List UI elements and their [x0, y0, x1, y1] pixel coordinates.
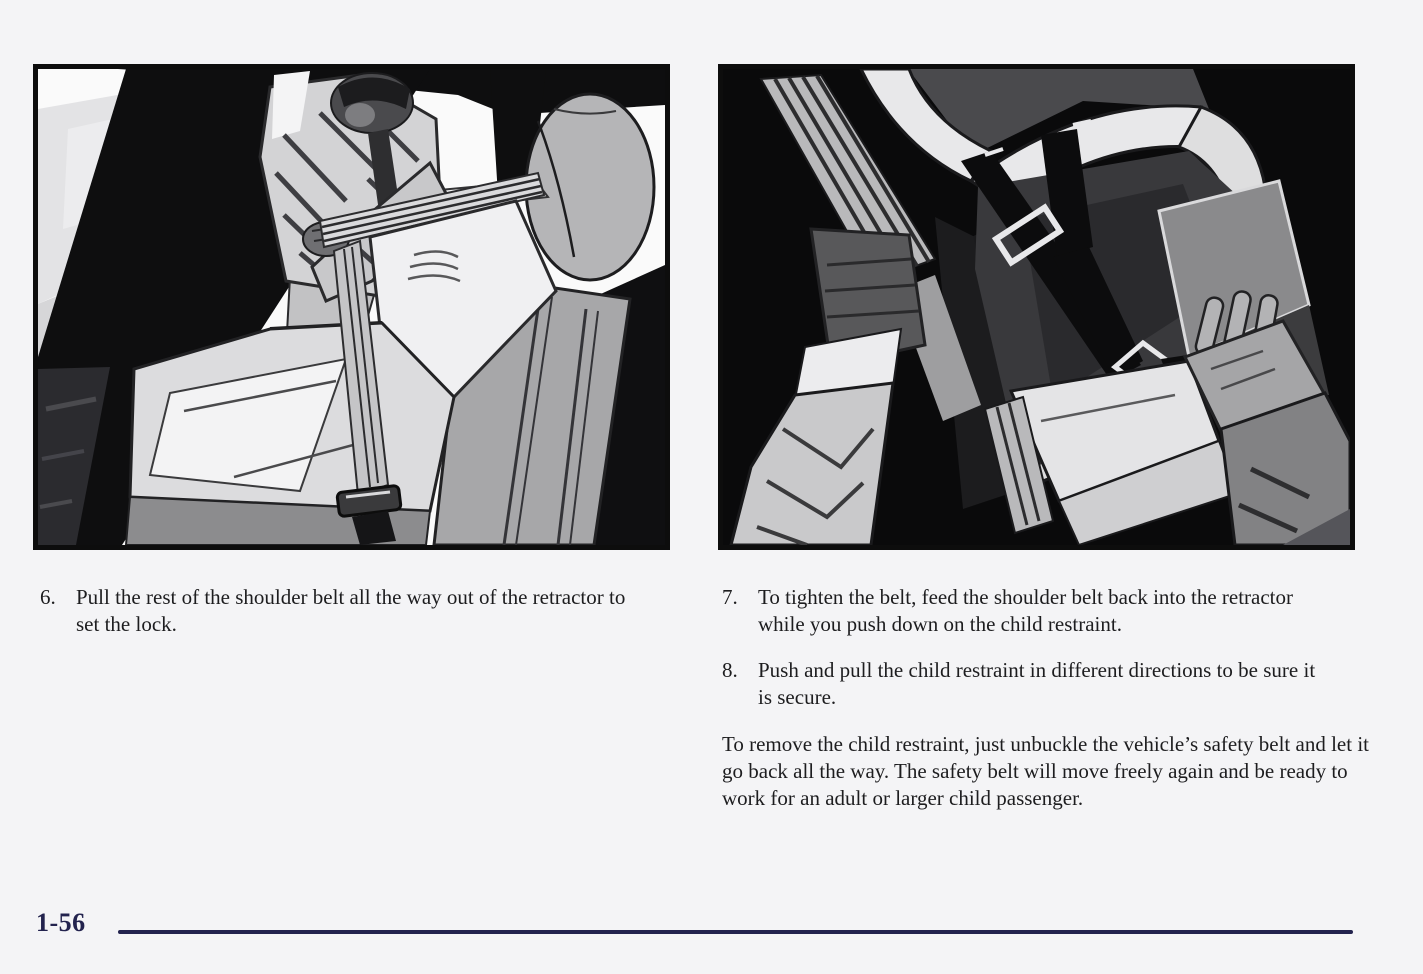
- instruction-number: 8.: [722, 658, 738, 682]
- instruction-number: 6.: [40, 585, 56, 609]
- instruction-number: 7.: [722, 585, 738, 609]
- headrest: [526, 94, 654, 280]
- instruction-item-8: [722, 657, 1382, 711]
- instruction-list-right: [722, 584, 1382, 812]
- instruction-item-6: [40, 584, 652, 638]
- removal-paragraph: To remove the child restraint, just unbuckle the vehicle’s safety belt and let it go back all the way. The safety belt will move freely again and be ready to work for an adult or larger child passenger.: [722, 732, 1370, 810]
- figure-shoulder-belt-pull: [33, 64, 670, 550]
- instruction-text: Pull the rest of the shoulder belt all the way out of the retractor to set the lock.: [76, 585, 626, 636]
- child-restraint-tighten-illustration: [723, 69, 1350, 545]
- instruction-text: Push and pull the child restraint in different directions to be sure it is secure.: [758, 658, 1316, 709]
- figure-child-restraint-tighten: [718, 64, 1355, 550]
- footer-rule: [118, 930, 1353, 934]
- shoulder-belt-pull-illustration: [38, 69, 665, 545]
- bench-seat: [126, 323, 454, 545]
- instruction-text: To tighten the belt, feed the shoulder belt back into the retractor while you push down on the child restraint.: [758, 585, 1294, 636]
- instruction-item-7: [722, 584, 1382, 638]
- instruction-list-left: [40, 584, 652, 638]
- page-number: 1-56: [36, 908, 86, 937]
